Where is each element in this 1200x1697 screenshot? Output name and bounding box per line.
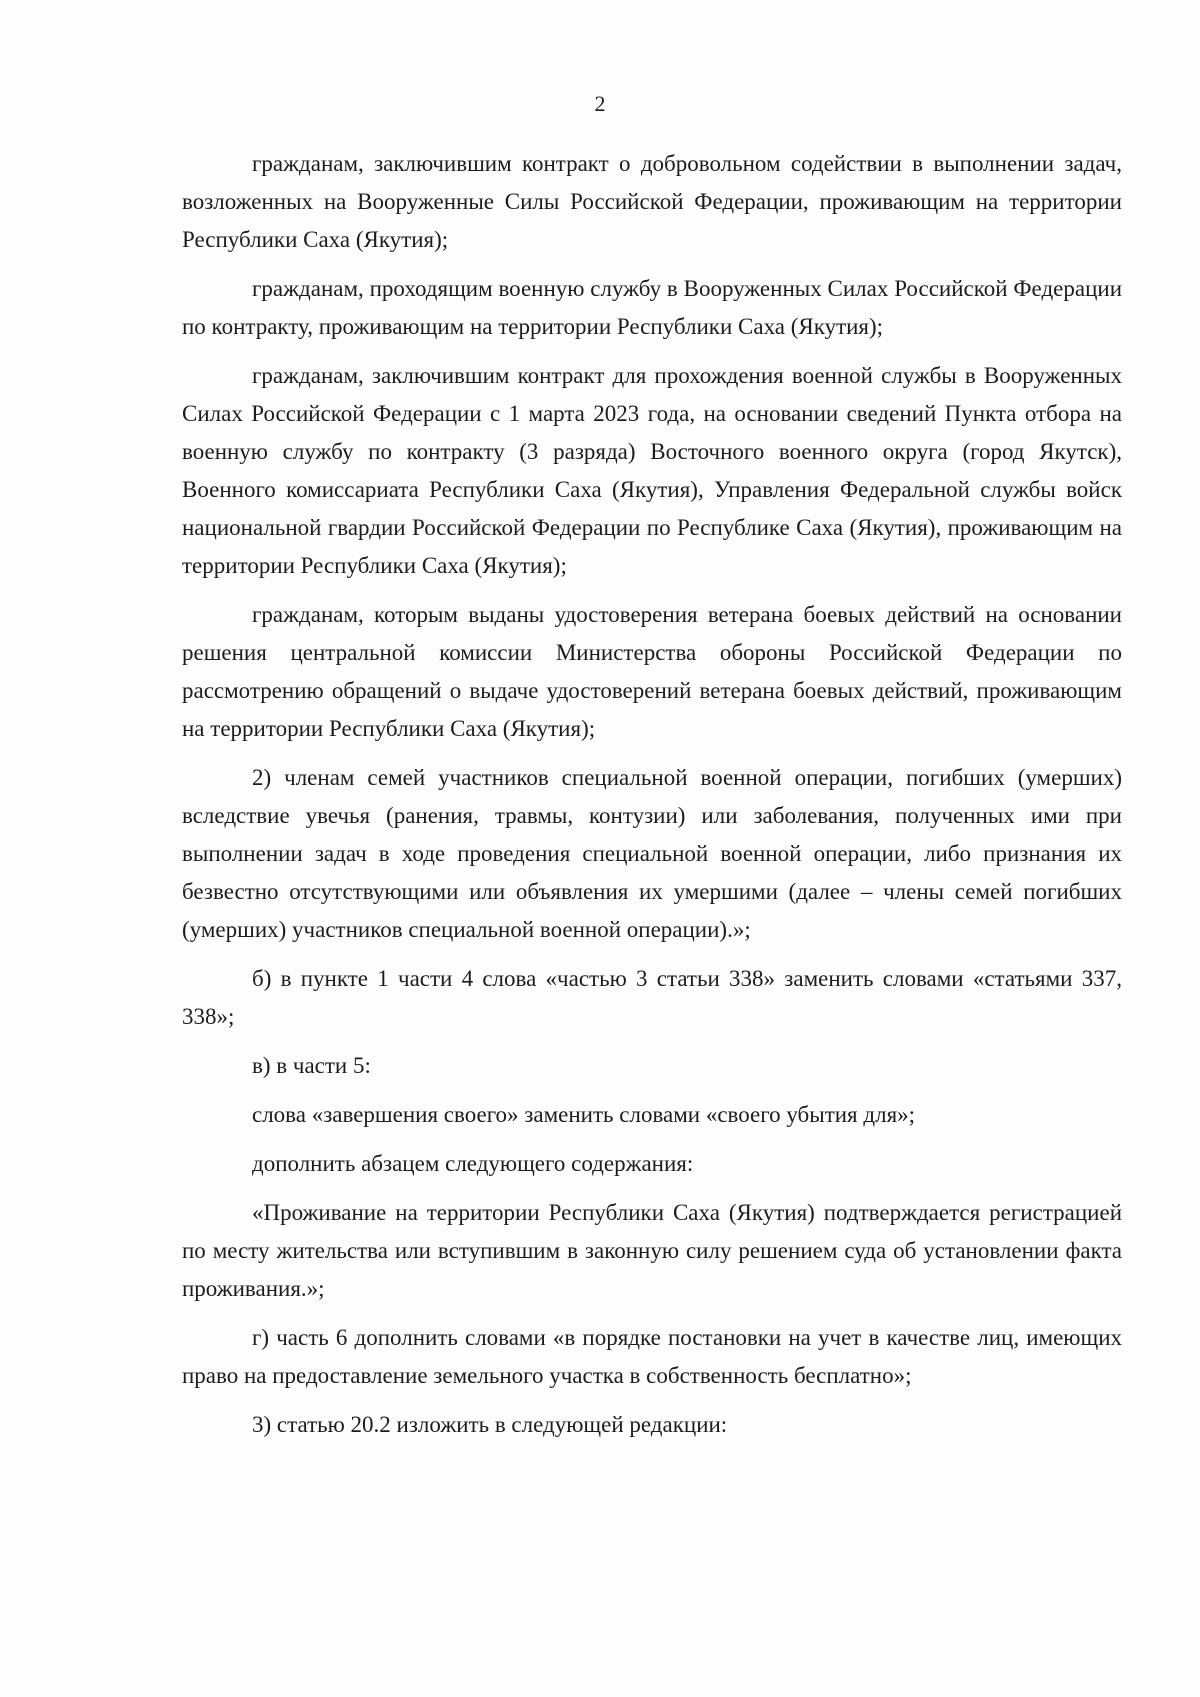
- paragraph-item-v: в) в части 5:: [252, 1053, 371, 1078]
- document-body: [182, 145, 1122, 1455]
- page-number: 2: [594, 91, 606, 116]
- paragraph-residence-confirmation: «Проживание на территории Республики Саха (Якутия) подтверждается регистрацией по месту жительства или вступившим в законную силу решением суда об установлении факта проживания.»;: [182, 1200, 1122, 1301]
- paragraph-item-g: г) часть 6 дополнить словами «в порядке постановки на учет в качестве лиц, имеющих право на предоставление земельного участка в собственность бесплатно»;: [182, 1325, 1122, 1388]
- paragraph-item-b: б) в пункте 1 части 4 слова «частью 3 статьи 338» заменить словами «статьями 337, 338»;: [182, 966, 1122, 1029]
- paragraph-contract-assistance: гражданам, заключившим контракт о добровольном содействии в выполнении задач, возложенных на Вооруженные Силы Российской Федерации, проживающим на территории Республики Саха (Якутия);: [182, 151, 1122, 252]
- paragraph-veteran-certificates: гражданам, которым выданы удостоверения ветерана боевых действий на основании решения центральной комиссии Министерства обороны Российской Федерации по рассмотрению обращений о выдаче удостоверений ветерана боевых действий, проживающим на территории Республики Саха (Якутия);: [182, 602, 1122, 741]
- paragraph-replace-words: слова «завершения своего» заменить словами «своего убытия для»;: [252, 1102, 916, 1127]
- paragraph-contract-service: гражданам, проходящим военную службу в Вооруженных Силах Российской Федерации по контракту, проживающим на территории Республики Саха (Якутия);: [182, 276, 1122, 339]
- paragraph-article-20-2: 3) статью 20.2 изложить в следующей редакции:: [252, 1412, 728, 1437]
- paragraph-add-abzac: дополнить абзацем следующего содержания:: [252, 1151, 694, 1176]
- paragraph-family-members: 2) членам семей участников специальной военной операции, погибших (умерших) вследствие увечья (ранения, травмы, контузии) или заболевания, полученных ими при выполнении задач в ходе проведения специальной военной операции, либо признания их безвестно отсутствующими или объявления их умершими (далее – члены семей погибших (умерших) участников специальной военной операции).»;: [182, 765, 1122, 942]
- paragraph-contract-since-march-2023: гражданам, заключившим контракт для прохождения военной службы в Вооруженных Силах Российской Федерации с 1 марта 2023 года, на основании сведений Пункта отбора на военную службу по контракту (3 разряда) Восточного военного округа (город Якутск), Военного комиссариата Республики Саха (Якутия), Управления Федеральной службы войск национальной гвардии Российской Федерации по Республике Саха (Якутия), проживающим на территории Республики Саха (Якутия);: [182, 363, 1122, 578]
